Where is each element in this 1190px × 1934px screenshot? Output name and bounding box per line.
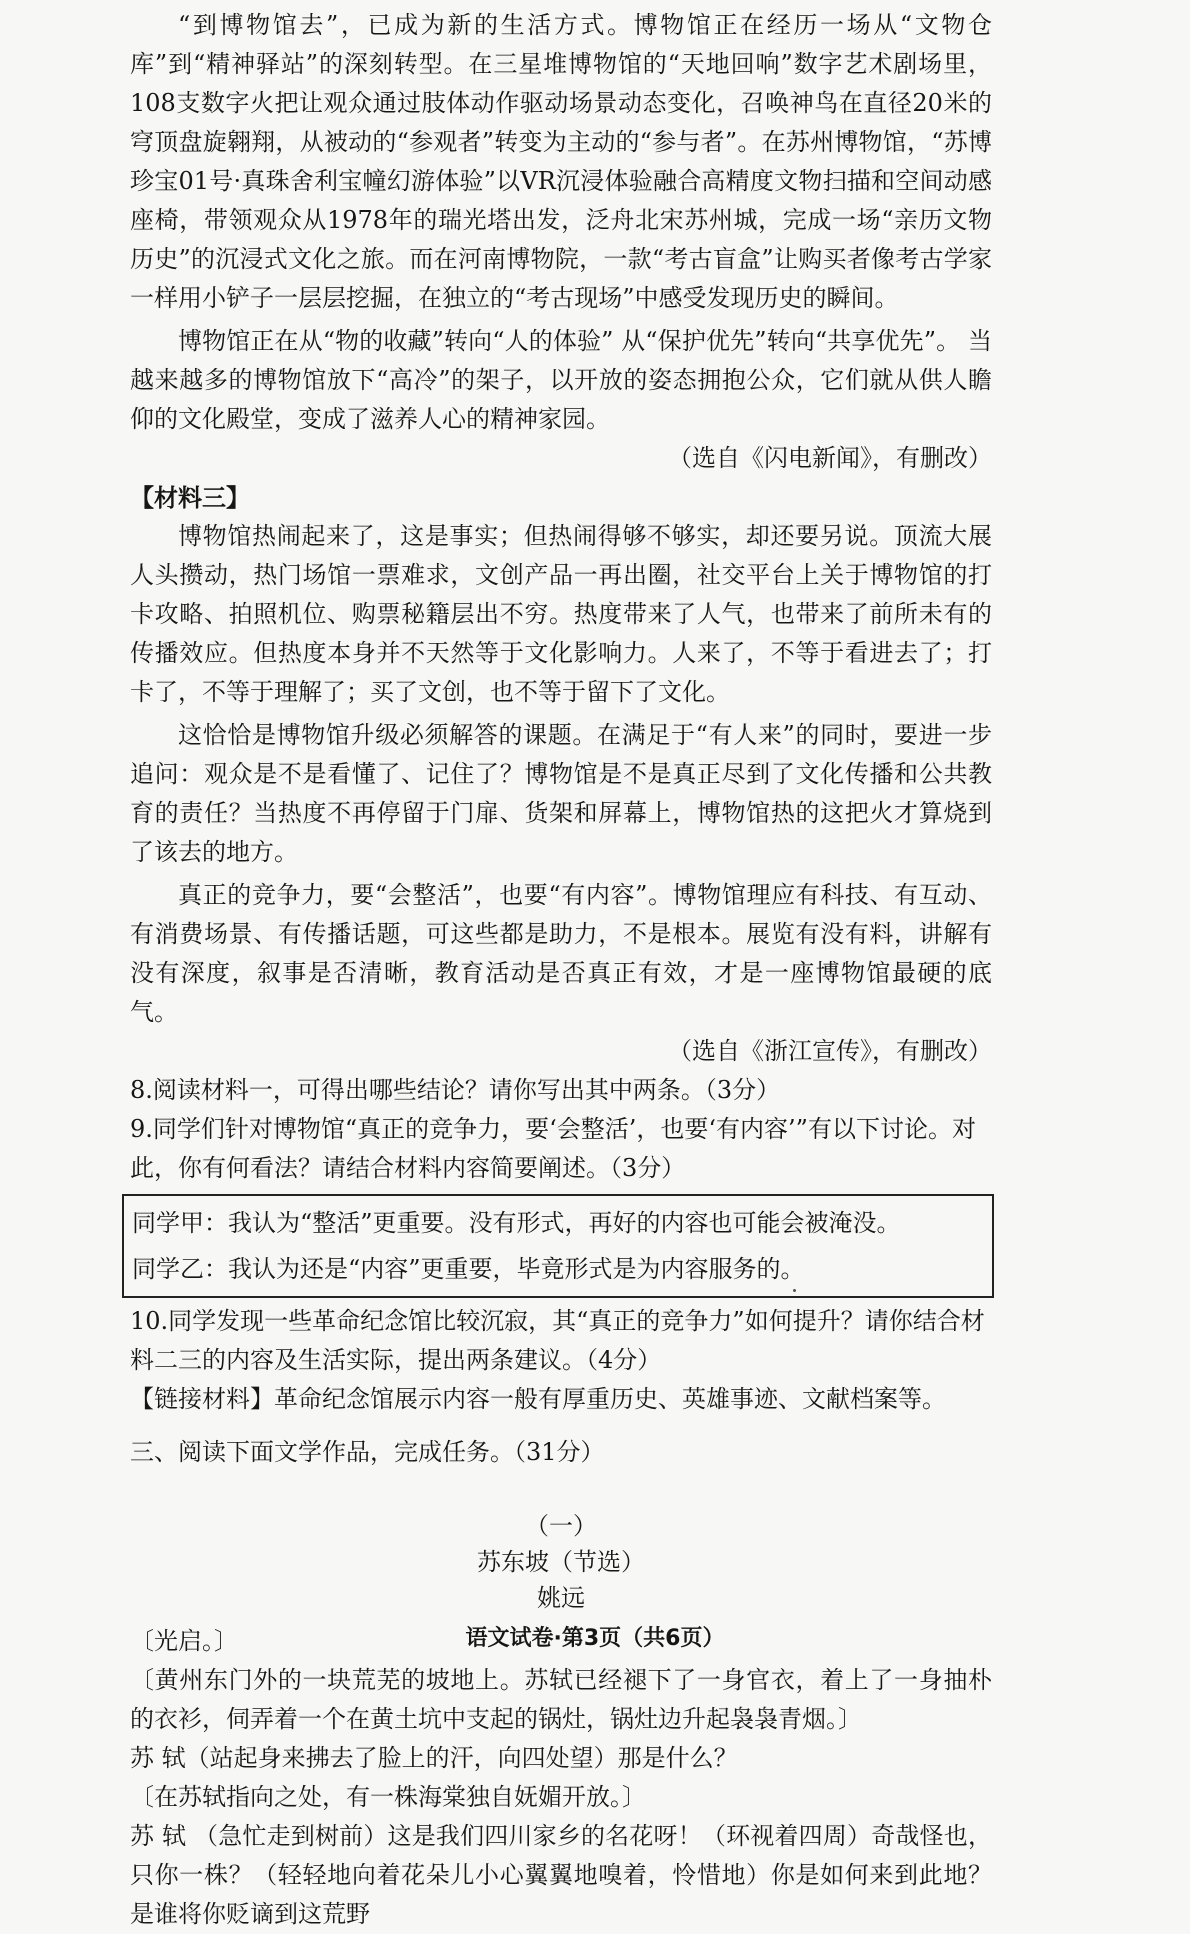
material-3-paragraph-3: 真正的竞争力，要“会整活”，也要“有内容”。博物馆理应有科技、有互动、有消费场景、有传播话题，可这些都是助力，不是根本。展览有没有料，讲解有没有深度，叙事是否清晰，教育活动是否真正有效，才是一座博物馆最硬的底气。 xyxy=(130,881,992,1026)
scan-speck xyxy=(793,1289,796,1292)
question-8: 8.阅读材料一，可得出哪些结论？请你写出其中两条。（3分） xyxy=(130,1076,781,1104)
work-part-label: （一） xyxy=(525,1512,597,1540)
question-9: 9.同学们针对博物馆“真正的竞争力，要‘会整活’，也要‘有内容’”有以下讨论。对此，你有何看法？请结合材料内容简要阐述。（3分） xyxy=(130,1115,976,1182)
script-line-2: 〔黄州东门外的一块荒芜的坡地上。苏轼已经褪下了一身官衣，着上了一身抽朴的衣衫，伺弄着一个在黄土坑中支起的锅灶，锅灶边升起袅袅青烟。〕 xyxy=(130,1666,992,1733)
section-3-heading: 三、阅读下面文学作品，完成任务。（31分） xyxy=(130,1438,605,1466)
script-line-3: 苏 轼（站起身来拂去了脸上的汗，向四处望）那是什么？ xyxy=(130,1744,738,1772)
work-author: 姚远 xyxy=(537,1584,585,1612)
discussion-student-b: 同学乙：我认为还是“内容”更重要，毕竟形式是为内容服务的。 xyxy=(132,1255,805,1283)
material-2-paragraph-2: 博物馆正在从“物的收藏”转向“人的体验” 从“保护优先”转向“共享优先”。 当越来越多的博物馆放下“高冷”的架子，以开放的姿态拥抱公众，它们就从供人瞻仰的文化殿堂，变成了滋养人心的精神家园。 xyxy=(130,327,992,433)
question-10: 10.同学发现一些革命纪念馆比较沉寂，其“真正的竞争力”如何提升？请你结合材料二三的内容及生活实际，提出两条建议。（4分） xyxy=(130,1307,985,1374)
discussion-student-a: 同学甲：我认为“整活”更重要。没有形式，再好的内容也可能会被淹没。 xyxy=(132,1209,901,1237)
work-title: 苏东坡（节选） xyxy=(477,1548,645,1576)
material-2-paragraph-1: “到博物馆去”，已成为新的生活方式。博物馆正在经历一场从“文物仓库”到“精神驿站”的深刻转型。在三星堆博物馆的“天地回响”数字艺术剧场里，108支数字火把让观众通过肢体动作驱动场景动态变化，召唤神鸟在直径20米的穹顶盘旋翱翔，从被动的“参观者”转变为主动的“参与者”。在苏州博物馆，“苏博珍宝01号·真珠舍利宝幢幻游体验”以VR沉浸体验融合高精度文物扫描和空间动感座椅，带领观众从1978年的瑞光塔出发，泛舟北宋苏州城，完成一场“亲历文物历史”的沉浸式文化之旅。而在河南博物院，一款“考古盲盒”让购买者像考古学家一样用小铲子一层层挖掘，在独立的“考古现场”中感受发现历史的瞬间。 xyxy=(130,11,992,312)
source-citation-2: （选自《浙江宣传》，有删改） xyxy=(668,1037,992,1065)
script-line-5: 苏 轼 （急忙走到树前）这是我们四川家乡的名花呀！（环视着四周）奇哉怪也，只你一株？（轻轻地向着花朵儿小心翼翼地嗅着，怜惜地）你是如何来到此地？是谁将你贬谪到这荒野 xyxy=(130,1822,992,1928)
source-citation-1: （选自《闪电新闻》，有删改） xyxy=(668,444,992,472)
material-3-paragraph-2: 这恰恰是博物馆升级必须解答的课题。在满足于“有人来”的同时，要进一步追问：观众是不是看懂了、记住了？博物馆是不是真正尽到了文化传播和公共教育的责任？当热度不再停留于门扉、货架和屏幕上，博物馆热的这把火才算烧到了该去的地方。 xyxy=(130,721,992,866)
link-material: 【链接材料】革命纪念馆展示内容一般有厚重历史、英雄事迹、文献档案等。 xyxy=(130,1385,946,1413)
script-line-1: 〔光启。〕 xyxy=(130,1627,238,1655)
script-line-4: 〔在苏轼指向之处，有一株海棠独自妩媚开放。〕 xyxy=(130,1783,646,1811)
material-3-heading: 【材料三】 xyxy=(130,483,250,512)
page-footer: 语文试卷·第3页（共6页） xyxy=(465,1626,725,1651)
material-3-paragraph-1: 博物馆热闹起来了，这是事实；但热闹得够不够实，却还要另说。顶流大展人头攒动，热门场馆一票难求，文创产品一再出圈，社交平台上关于博物馆的打卡攻略、拍照机位、购票秘籍层出不穷。热度带来了人气，也带来了前所未有的传播效应。但热度本身并不天然等于文化影响力。人来了，不等于看进去了；打卡了，不等于理解了；买了文创，也不等于留下了文化。 xyxy=(130,522,992,706)
discussion-box xyxy=(122,1194,994,1298)
